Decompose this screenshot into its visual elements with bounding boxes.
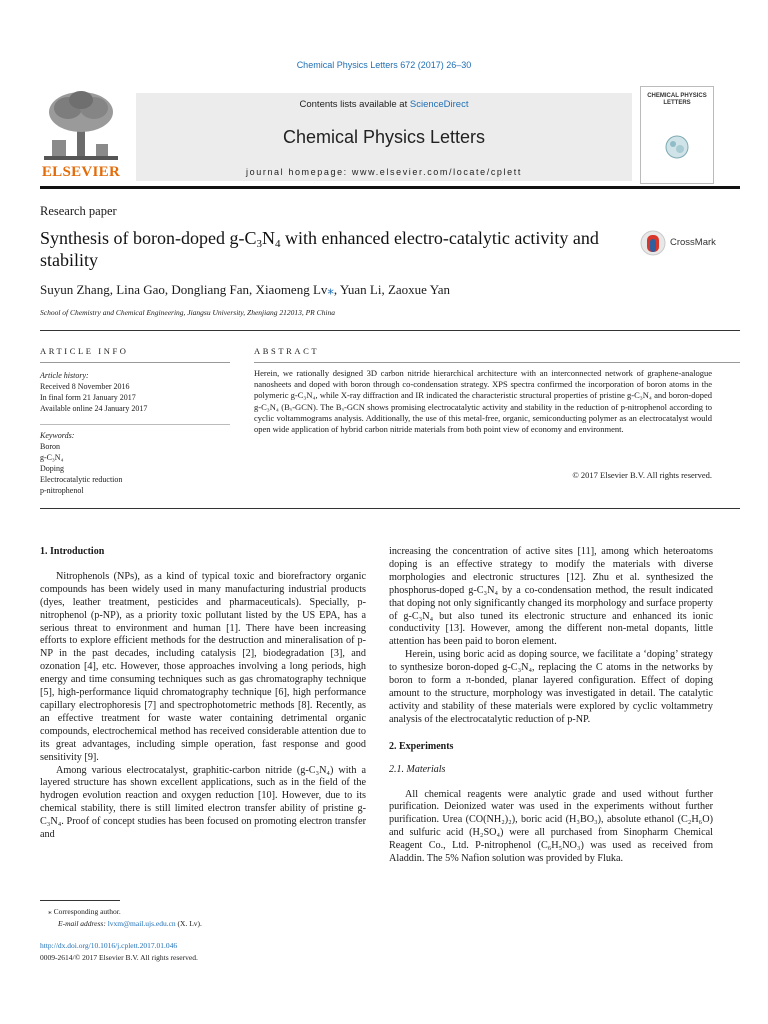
doi-link[interactable]: http://dx.doi.org/10.1016/j.cplett.2017.01.046 [40,941,178,950]
paragraph: Among various electrocatalyst, graphitic-carbon nitride (g-C₃N₄) with a layered structure has shown excellent applications, such as in the field of the hydrogen evolution reaction and oxygen reduction [10]. However, due to its chemical stability, there is still limited electron transfer ability of pristine g-C₃N₄. Proof of concept studies has been focused on promoting electron transfer and [40,764,366,841]
contents-prefix: Contents lists available at [299,99,410,110]
info-top-rule-left [40,330,740,331]
article-history: Article history: Received 8 November 2016 In final form 21 January 2017 Available online 24 January 2017 [40,371,148,413]
elsevier-wordmark: ELSEVIER [41,164,121,180]
cover-art-icon [663,133,691,161]
abstract-text: Herein, we rationally designed 3D carbon nitride hierarchical architecture with an interconnected network of graphene-analogue nanosheets and doped with boron through co-condensation strategy. XPS spectra confirmed the incorporation of boron atoms in the polymeric g-C₃N₄, while X-ray diffraction and IR indicated the characteristic structural properties of pristine g-C₃N₄ and boron-doped g-C₃N₄ (Bₓ-GCN). The Bₓ-GCN shows promising electrocatalytic activity and stability in the reduction of p-nitrophenol according to cyclic voltammograms analysis. Additionally, the use of this metal-free, organic, semiconducting polymer as an electrocatalyst would open wide application of hybrid carbon nitride materials from both point view of economy and environment. [254,368,712,435]
sciencedirect-link[interactable]: ScienceDirect [409,99,469,110]
homepage-link[interactable]: www.elsevier.com/locate/cplett [351,167,522,177]
crossmark-badge[interactable] [640,230,740,256]
elsevier-logo[interactable] [40,86,122,182]
abstract-rule [254,362,740,363]
article-info-rule [40,362,230,363]
author-email-link[interactable]: lvxm@mail.ujs.edu.cn [107,919,176,928]
issn-line: 0009-2614/© 2017 Elsevier B.V. All rights reserved. [40,953,198,962]
elsevier-tree-icon [44,88,118,162]
abstract-heading: ABSTRACT [254,346,320,356]
journal-cover[interactable] [640,86,714,184]
article-info-heading: ARTICLE INFO [40,346,129,356]
crossmark-label: CrossMark [670,237,716,248]
journal-citation[interactable]: Chemical Physics Letters 672 (2017) 26–30 [296,60,472,70]
contents-line [136,99,632,110]
cover-title: CHEMICAL PHYSICS LETTERS [647,93,707,106]
corresponding-author-mark[interactable]: ⁎ [327,282,334,297]
abstract-copyright: © 2017 Elsevier B.V. All rights reserved. [572,470,712,480]
keywords-rule [40,424,230,425]
header-rule [40,186,740,189]
page-footer [40,940,198,964]
homepage-prefix: journal homepage: [246,167,352,177]
body-column-right [389,546,713,866]
keyword: p-nitrophenol [40,486,84,495]
section-heading: 1. Introduction [40,546,105,557]
section-heading: 2. Experiments [389,740,454,752]
corresponding-footnote: ⁎ Corresponding author. E-mail address: lvxm@mail.ujs.edu.cn (X. Lv). [48,907,202,928]
body-column-left [40,546,366,842]
journal-name: Chemical Physics Letters [282,127,486,147]
footnote-rule [40,900,120,901]
paragraph: All chemical reagents were analytic grade and used without further purification. Deionized water was used in the experiments without further purification. Urea (CO(NH₂)₂), boric acid (H₃BO₃), absolute ethanol (C₂H₆O) and sulfuric acid (H₂SO₄) were all purchased from Sinopharm Chemical Reagent Co., Ltd. P-nitrophenol (C₆H₅NO₃) was used as received from Aladdin. The 5% Nafion solution was provided by Fluka. [389,788,713,865]
paragraph: Nitrophenols (NPs), as a kind of typical toxic and biorefractory organic compounds has been widely used in many manufacturing industrial products (dyes, leather treatment, pesticides and pharmaceuticals). Specially, p-nitrophenol (p-NP), as a priority toxic pollutant listed by the US EPA, has a serious threat to environment and human [1]. There have been increasing efforts to explore efficient methods for the destruction and mineralisation of p-NP in the past decades, including catalysis [2], biodegradation [3], and ozonation [4], etc. However, those approaches involving a long periods, high energy and time consuming techniques such as gas chromatography technique [5], high-performance liquid chromatography technique [6], high performance capillary electrophoresis [7] and spectrophotometric methods [8]. Recently, as an effective treatment for waste water containing detrimental organic compounds, electrochemical method has received considerable attention due to its great advantages, including simple operation, fast response and good sensitivity [9]. [40,570,366,763]
masthead [40,86,740,186]
paragraph: increasing the concentration of active sites [11], among which heteroatoms doping is an effective strategy to modify the materials with diverse morphologies and electronic structures [12]. Zhu et al. synthesized the phosphorus-doped g-C₃N₄ by a co-condensation method, the result indicated that doping not only significantly changed its morphology and surface property of g-C₃N₄ but also tuned its electronic structure and enhanced its ionic conductivity [13]. However, among the different non-metal dopants, little attention has been paid to boron element. [389,546,713,648]
journal-homepage [136,167,632,177]
abstract-bottom-rule [40,508,740,509]
article-title: Synthesis of boron-doped $g-C_3N_4$ with enhanced electro-catalytic activity and stability [40,228,599,270]
subsection-heading: 2.1. Materials [389,763,446,775]
keyword: g-C₃N₄ [40,453,64,462]
author-list: Suyun Zhang, Lina Gao, Dongliang Fan, Xiaomeng Lv⁎, Yuan Li, Zaoxue Yan [40,282,451,297]
paragraph: Herein, using boric acid as doping source, we facilitate a ‘doping’ strategy to synthesize boron-doped g-C₃N₄, replacing the C atoms in the networks by boron to form a π-bonded, planar layered configuration. Effect of doping amount to the structure, morphology was investigated in detail. The catalytic activity and stability of these materials were explored by cyclic voltammetry analysis of the electrocatalytic reduction of p-NP. [389,649,713,725]
crossmark-icon [640,230,666,256]
paper-type: Research paper [40,204,117,218]
affiliation: School of Chemistry and Chemical Engineering, Jiangsu University, Zhenjiang 212013, PR China [40,308,335,317]
keyword: Boron [40,442,60,451]
keyword: Doping [40,464,64,473]
keywords: Keywords: Boron g-C₃N₄ Doping Electrocatalytic reduction p-nitrophenol [40,430,230,496]
keyword: Electrocatalytic reduction [40,475,123,484]
journal-banner [136,93,632,181]
